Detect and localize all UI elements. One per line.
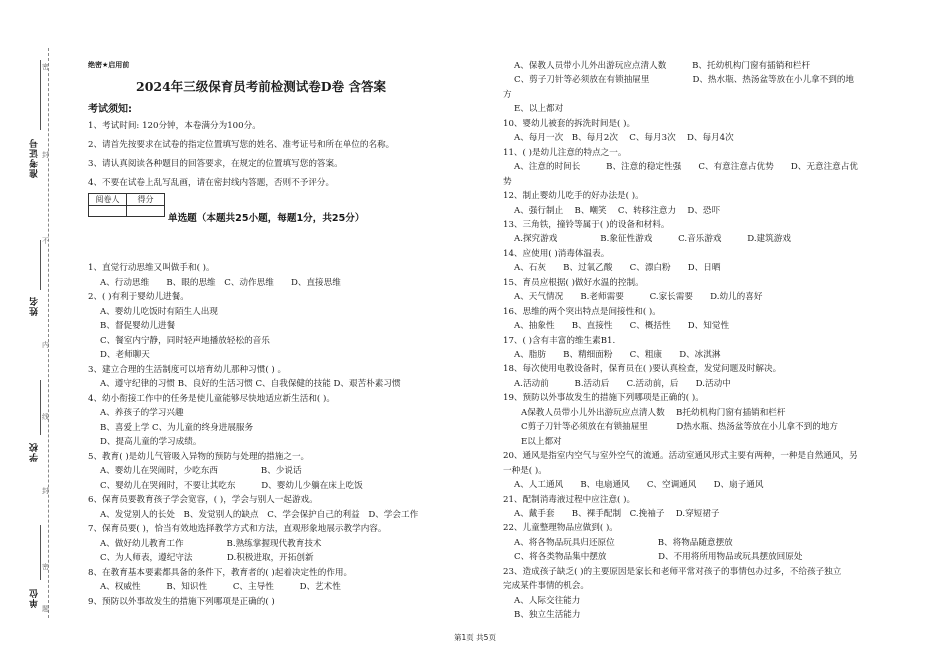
- question-line: A、人工通风 B、电扇通风 C、空调通风 D、扇子通风: [514, 480, 764, 491]
- question-line: A.活动前 B.活动后 C.活动前，后 D.活动中: [514, 378, 731, 389]
- notice-item: 1、考试时间: 120分钟，本卷满分为100分。: [88, 121, 261, 131]
- seal-word: 内: [42, 341, 49, 349]
- name-blank[interactable]: [40, 240, 41, 290]
- notice-item: 3、请认真阅读各种题目的回答要求，在规定的位置填写您的答案。: [88, 159, 343, 169]
- question-line: 20、通风是指室内空气与室外空气的流通。活动室通风形式主要有两种，一种是自然通风，另: [503, 451, 858, 462]
- notice-item: 4、不要在试卷上乱写乱画，请在密封线内答题，否则不予评分。: [88, 178, 335, 188]
- question-line: 9、预防以外事故发生的措施下列哪项是正确的( ): [88, 596, 275, 607]
- question-line: 22、儿童整理物品应做到( )。: [503, 523, 618, 534]
- seal-word: 密: [42, 63, 49, 71]
- school-label: 学校: [30, 442, 40, 462]
- page-title: 2024年三级保育员考前检测试卷D卷 含答案: [136, 79, 386, 94]
- question-line: 8、在教育基本要素都具备的条件下，教育者的( )起着决定性的作用。: [88, 567, 353, 578]
- reviewer-header: 阅卷人: [89, 194, 127, 206]
- question-line: B、喜爱上学 C、为儿童的终身进展服务: [100, 422, 254, 433]
- question-line: 16、思维的两个突出特点是间接性和( )。: [503, 306, 661, 317]
- question-line: A、戴手套 B、裸手配制 C.挽袖子 D.穿短裙子: [514, 508, 720, 519]
- question-line: 21、配制消毒液过程中应注意( )。: [503, 494, 636, 505]
- question-line: 14、应使用( )消毒体温表。: [503, 248, 610, 259]
- notice-item: 2、请首先按要求在试卷的指定位置填写您的姓名、准考证号和所在单位的名称。: [88, 140, 395, 150]
- question-line: C、餐室内宁静，同时轻声地播放轻松的音乐: [100, 335, 270, 346]
- question-line: 5、教育( )是幼儿气管吸入异物的预防与处理的措施之一。: [88, 451, 310, 462]
- question-line: C、剪子刀针等必须放在有锁抽屉里 D、热水瓶、热汤盆等放在小儿拿不到的地: [514, 75, 855, 86]
- question-line: 1、直觉行动思维又叫做手和( )。: [88, 263, 215, 273]
- question-line: C、婴幼儿在哭闹时，不要让其吃东 D、婴幼儿少躺在床上吃饭: [100, 480, 363, 491]
- question-line: A、保教人员带小儿外出游玩应点清人数 B、托幼机构门窗有插销和栏杆: [514, 61, 811, 71]
- reviewer-cell[interactable]: [89, 206, 127, 217]
- question-line: 一种是( )。: [503, 465, 547, 476]
- seal-word: 线: [42, 413, 49, 421]
- unit-blank[interactable]: [40, 525, 41, 580]
- question-line: A、婴幼儿吃饭时有陌生人出现: [100, 306, 218, 317]
- question-line: 13、三角铁，撞铃等属于( )的设备和材料。: [503, 219, 670, 230]
- page-number: 第1页 共5页: [454, 633, 496, 642]
- question-line: A、人际交往能力: [514, 595, 581, 606]
- question-line: A、注意的时间长 B、注意的稳定性强 C、有意注意占优势 D、无意注意占优: [514, 162, 858, 173]
- question-line: A、强行制止 B、嘲笑 C、转移注意力 D、恐吓: [514, 205, 721, 216]
- question-line: A.探究游戏 B.象征性游戏 C.音乐游戏 D.建筑游戏: [514, 234, 791, 245]
- seal-dashed-line: [48, 48, 49, 618]
- exam-number-blank[interactable]: [40, 60, 41, 130]
- question-line: 18、每次使用电教设备时，保育员在( )要认真检查，发觉问题及时解决。: [503, 364, 782, 375]
- question-line: 2、( )有利于婴幼儿进餐。: [88, 292, 189, 302]
- question-line: A、每月一次 B、每月2次 C、每月3次 D、每月4次: [514, 133, 734, 144]
- question-line: B、独立生活能力: [514, 610, 581, 621]
- question-line: B、督促婴幼儿进餐: [100, 321, 176, 331]
- binding-margin: [0, 0, 60, 671]
- question-line: D、提高儿童的学习成绩。: [100, 437, 202, 447]
- question-line: A保教人员带小儿外出游玩应点清人数 B托幼机构门窗有插销和栏杆: [521, 407, 786, 418]
- question-line: E、以上都对: [514, 104, 564, 115]
- question-line: 19、预防以外事故发生的措施下列哪项是正确的( )。: [503, 393, 704, 404]
- seal-word: 不: [42, 237, 49, 245]
- question-line: 7、保育员要( )，恰当有效地选择教学方式和方法，直观形象地展示教学内容。: [88, 524, 387, 534]
- question-line: A、婴幼儿在哭闹时，少吃东西 B、少说话: [100, 466, 302, 476]
- question-line: A、权威性 B、知识性 C、主导性 D、艺术性: [100, 582, 341, 592]
- question-line: 4、幼小衔接工作中的任务是使儿童能够尽快地适应新生活和( )。: [88, 393, 335, 404]
- score-cell[interactable]: [127, 206, 165, 217]
- unit-label: 单位: [30, 588, 40, 608]
- name-label: 姓名: [30, 296, 40, 316]
- question-line: A、发觉别人的长处 B、发觉别人的缺点 C、学会保护自己的利益 D、学会工作: [100, 509, 419, 520]
- question-line: 10、婴幼儿被套的拆洗时间是( )。: [503, 118, 636, 129]
- question-line: 方: [503, 89, 512, 100]
- exam-number-label: 准考证号: [30, 138, 40, 178]
- question-line: C、为人师表，遵纪守法 D.积极进取，开拓创新: [100, 553, 314, 563]
- school-blank[interactable]: [40, 380, 41, 435]
- question-line: A、将各物品玩具归还原位 B、将物品随意摆放: [514, 537, 733, 548]
- confidential-mark: 绝密★启用前: [88, 61, 130, 69]
- question-line: E以上都对: [521, 436, 562, 447]
- question-line: A、石灰 B、过氧乙酸 C、漂白粉 D、日晒: [514, 263, 721, 274]
- score-table: [88, 193, 165, 217]
- question-line: A、遵守纪律的习惯 B、良好的生活习惯 C、自我保健的技能 D、艰苦朴素习惯: [100, 379, 401, 389]
- question-line: A、天气情况 B.老师需要 C.家长需要 D.幼儿的喜好: [514, 292, 763, 303]
- question-line: C剪子刀针等必须放在有锁抽屉里 D热水瓶、热汤盆等放在小儿拿不到的地方: [521, 422, 838, 433]
- seal-word: 封: [42, 487, 49, 495]
- question-line: C、将各类物品集中摆放 D、不用将所用物品或玩具摆放回原处: [514, 552, 803, 563]
- score-header: 得分: [127, 194, 165, 206]
- question-line: A、抽象性 B、直接性 C、概括性 D、知觉性: [514, 321, 730, 332]
- question-line: A、做好幼儿教育工作 B.熟练掌握现代教育技术: [100, 538, 322, 549]
- seal-word: 密: [42, 563, 49, 571]
- question-line: 23、造成孩子缺乏( )的主要原因是家长和老师平常对孩子的事情包办过多，不给孩子独立: [503, 566, 842, 577]
- question-line: 17、( )含有丰富的维生素B1.: [503, 335, 616, 346]
- seal-word: 题: [42, 605, 49, 613]
- question-line: 势: [503, 176, 512, 187]
- question-line: A、脂肪 B、精细面粉 C、粗康 D、冰淇淋: [514, 350, 721, 360]
- question-line: 完成某件事情的机会。: [503, 581, 589, 592]
- question-line: A、养孩子的学习兴趣: [100, 408, 184, 418]
- question-line: 15、育员应根据( )做好水温的控制。: [503, 277, 644, 288]
- question-line: 12、制止婴幼儿吃手的好办法是( )。: [503, 191, 644, 202]
- question-line: A、行动思维 B、眼的思维 C、动作思维 D、直接思维: [100, 277, 341, 288]
- seal-word: 封: [42, 151, 49, 159]
- section-title: 单选题（本题共25小题，每题1分，共25分）: [168, 213, 365, 224]
- question-line: D、老师聊天: [100, 350, 150, 360]
- question-line: 11、( )是幼儿注意的特点之一。: [503, 147, 627, 158]
- question-line: 3、建立合理的生活制度可以培育幼儿那种习惯( ) 。: [88, 364, 287, 375]
- notice-heading: 考试须知:: [88, 104, 132, 115]
- question-line: 6、保育员要教育孩子学会宽容，( )，学会与别人一起游戏。: [88, 495, 318, 505]
